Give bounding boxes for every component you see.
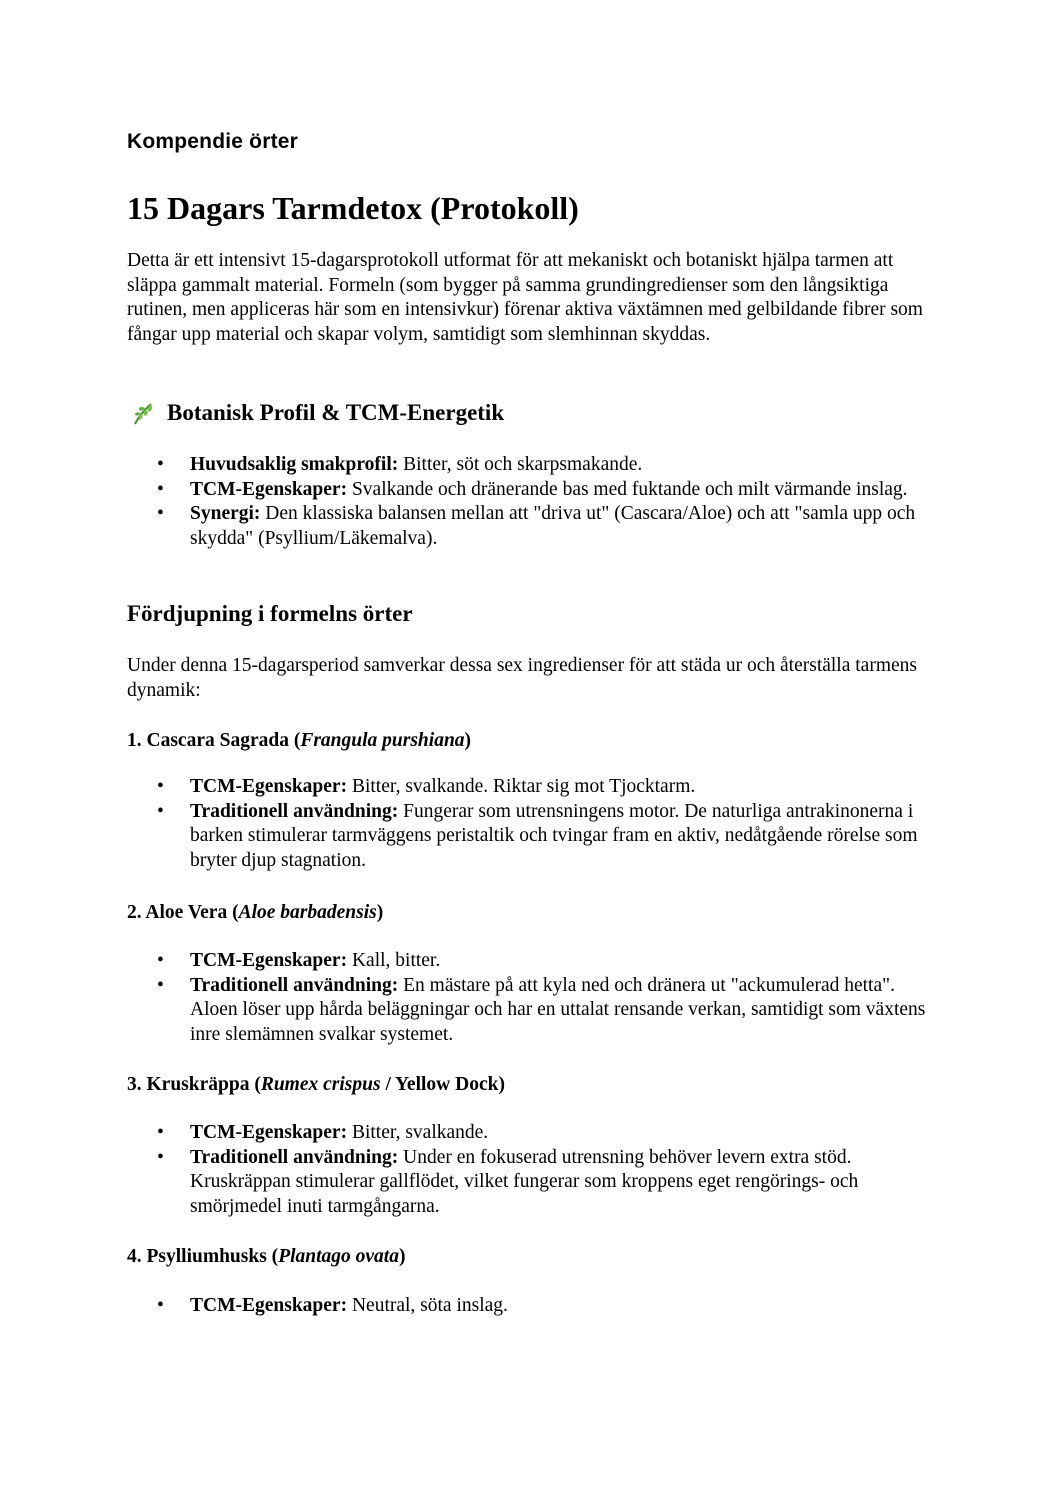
- profile-list: [127, 453, 937, 551]
- document-category-label: Kompendie örter: [127, 130, 299, 153]
- page-title: 15 Dagars Tarmdetox (Protokoll): [127, 190, 579, 226]
- section-heading-botanisk: [131, 400, 504, 426]
- herb-list-psyllium: [127, 1294, 937, 1319]
- herb-heading-aloe: 2. Aloe Vera (Aloe barbadensis): [127, 902, 384, 923]
- herb-heading-cascara: 1. Cascara Sagrada (Frangula purshiana): [127, 730, 472, 751]
- herb-leaf-icon: [131, 400, 157, 426]
- list-item: • Synergi: Den klassiska balansen mellan att "driva ut" (Cascara/Aloe) och att "samla upp och skydda" (Psyllium/Läkemalva).: [127, 502, 937, 551]
- herb-list-aloe: [127, 949, 937, 1047]
- section-heading-fordjupning: Fördjupning i formelns örter: [127, 601, 413, 626]
- list-item: • TCM-Egenskaper: Kall, bitter.: [127, 949, 937, 974]
- list-item: • Huvudsaklig smakprofil: Bitter, söt och skarpsmakande.: [127, 453, 937, 478]
- herbs-intro-paragraph: Under denna 15-dagarsperiod samverkar dessa sex ingredienser för att städa ur och återställa tarmens dynamik:: [127, 655, 917, 701]
- list-item: • TCM-Egenskaper: Svalkande och dränerande bas med fuktande och milt värmande inslag.: [127, 478, 937, 503]
- list-item: • TCM-Egenskaper: Bitter, svalkande. Riktar sig mot Tjocktarm.: [127, 775, 937, 800]
- herb-heading-kruskrappa: 3. Kruskräppa (Rumex crispus / Yellow Dock): [127, 1074, 505, 1095]
- list-item: • Traditionell användning: Fungerar som utrensningens motor. De naturliga antrakinonerna i barken stimulerar tarmväggens peristaltik och tvingar fram en aktiv, nedåtgående rörelse som bryter djup stagnation.: [127, 800, 937, 874]
- intro-paragraph: Detta är ett intensivt 15-dagarsprotokoll utformat för att mekaniskt och botaniskt hjälpa tarmen att släppa gammalt material. Formeln (som bygger på samma grundingredienser som den långsiktiga rutinen, men appliceras här som en intensivkur) förenar aktiva växtämnen med gelbildande fibrer som fångar upp material och skapar volym, samtidigt som slemhinnan skyddas.: [127, 250, 923, 345]
- herb-list-cascara: [127, 775, 937, 873]
- list-item: • Traditionell användning: En mästare på att kyla ned och dränera ut "ackumulerad hetta". Aloen löser upp hårda beläggningar och har en uttalat rensande verkan, samtidigt som växtens inre slemämnen svalkar systemet.: [127, 974, 937, 1048]
- section-heading-text: Botanisk Profil & TCM-Energetik: [167, 400, 505, 425]
- herb-heading-psyllium: 4. Psylliumhusks (Plantago ovata): [127, 1246, 406, 1267]
- herb-list-kruskrappa: [127, 1121, 937, 1219]
- list-item: • TCM-Egenskaper: Bitter, svalkande.: [127, 1121, 937, 1146]
- list-item: • TCM-Egenskaper: Neutral, söta inslag.: [127, 1294, 937, 1319]
- list-item: • Traditionell användning: Under en fokuserad utrensning behöver levern extra stöd. Kruskräppan stimulerar gallflödet, vilket fungerar som kroppens eget rengörings- och smörjmedel inuti tarmgångarna.: [127, 1146, 937, 1220]
